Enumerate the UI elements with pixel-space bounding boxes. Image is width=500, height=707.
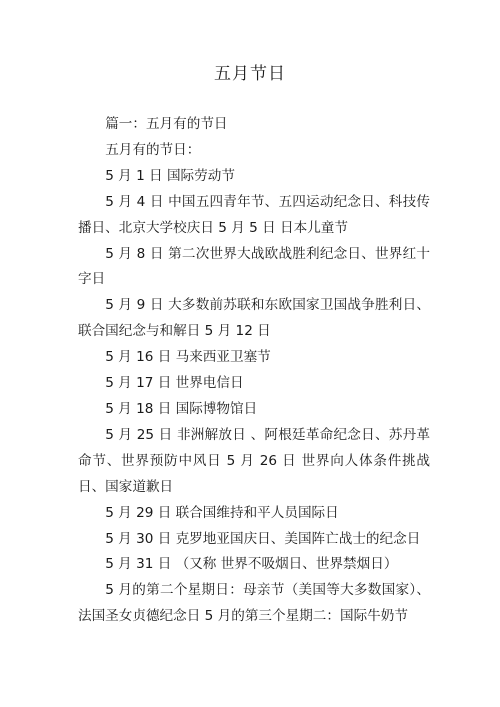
paragraph-7: 5 月 16 日 马来西亚卫塞节 [105, 349, 271, 366]
paragraph-10: 5 月 25 日 非洲解放日 、阿根廷革命纪念日、苏丹革命节、世界预防中风日 5 月 26 日 世界向人体条件挑战日、国家道歉日 [78, 426, 430, 495]
paragraph-9: 5 月 18 日 国际博物馆日 [105, 400, 258, 417]
paragraph-6: 5 月 9 日 大多数前苏联和东欧国家卫国战争胜利日、联合国纪念与和解日 5 月 12 日 [78, 297, 430, 340]
paragraph-1: 篇一：五月有的节日 [105, 116, 228, 132]
paragraph-3: 5 月 1 日 国际劳动节 [105, 167, 235, 184]
paragraph-4: 5 月 4 日 中国五四青年节、五四运动纪念日、科技传播日、北京大学校庆日 5 月 5 日 日本儿童节 [78, 193, 430, 236]
paragraph-2: 五月有的节日： [105, 141, 201, 158]
document-title: 五月节日 [214, 64, 286, 84]
paragraph-12: 5 月 30 日 克罗地亚国庆日、美国阵亡战士的纪念日 [105, 530, 421, 547]
paragraph-14: 5 月的第二个星期日：母亲节（美国等大多数国家）、法国圣女贞德纪念日 5 月的第三个星期二：国际牛奶节 [78, 582, 430, 625]
paragraph-11: 5 月 29 日 联合国维持和平人员国际日 [105, 504, 339, 521]
paragraph-8: 5 月 17 日 世界电信日 [105, 375, 244, 392]
paragraph-13: 5 月 31 日 （又称 世界不吸烟日、世界禁烟日） [105, 556, 398, 573]
document-body [78, 112, 430, 630]
paragraph-5: 5 月 8 日 第二次世界大战欧战胜利纪念日、世界红十字日 [78, 245, 430, 288]
